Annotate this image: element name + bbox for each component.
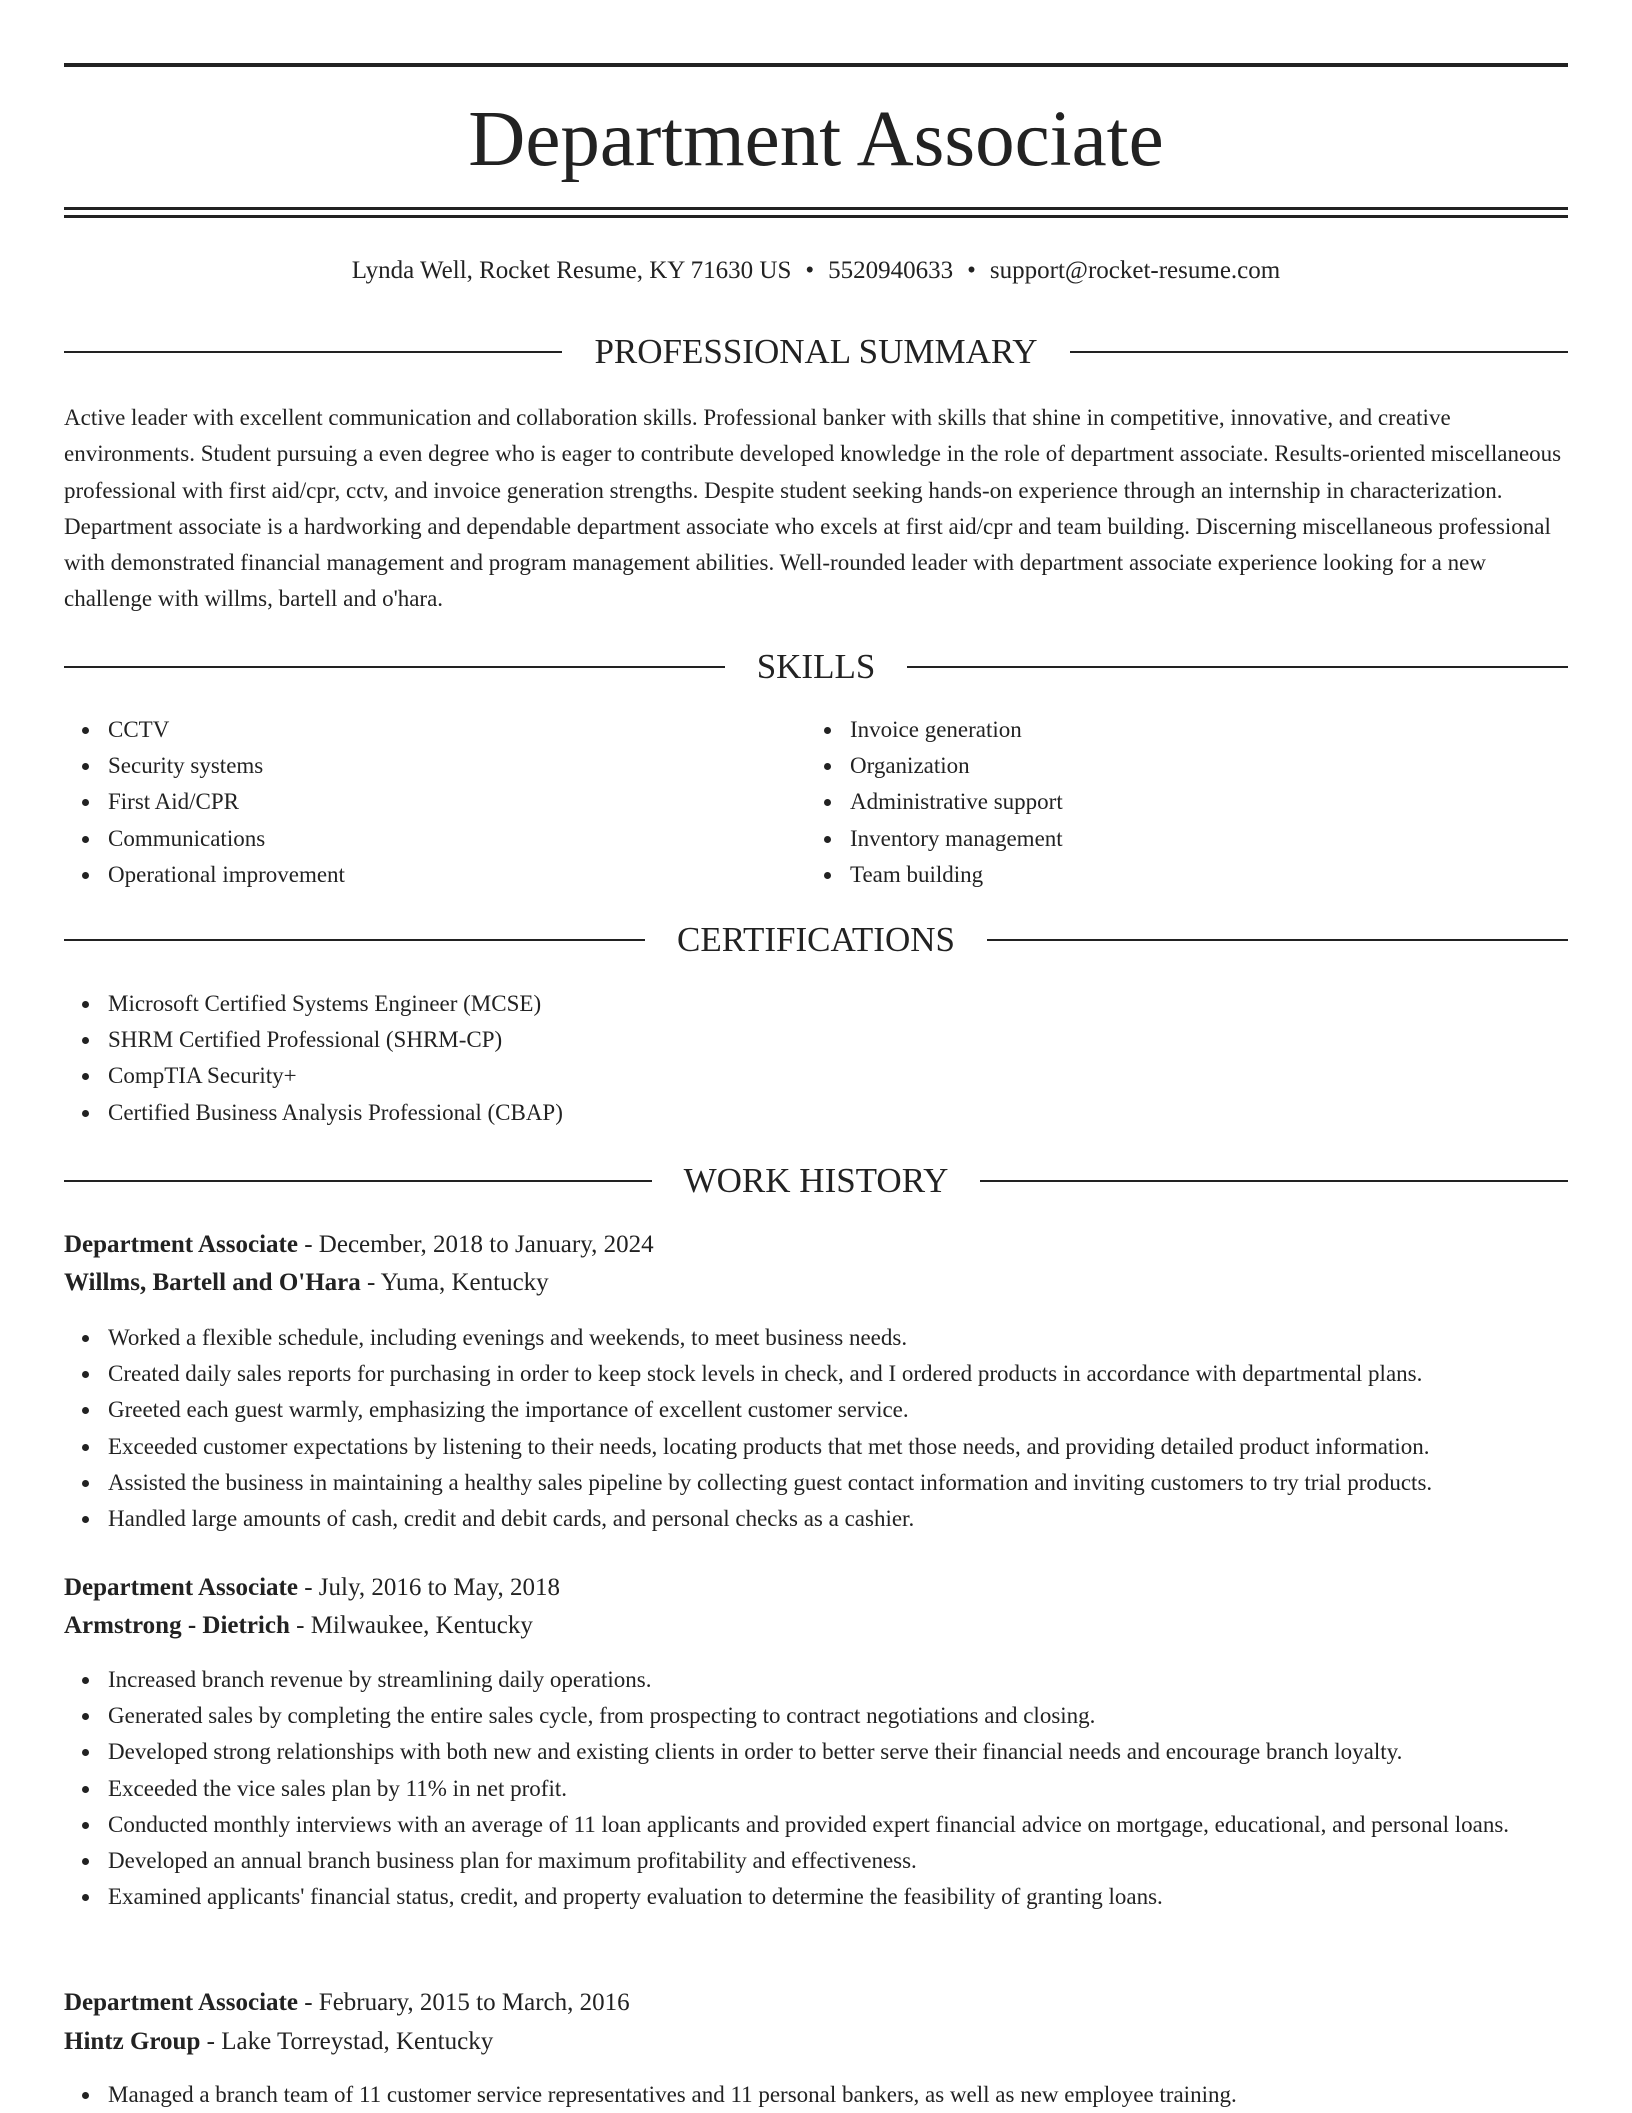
work-history-section-heading [64,1159,1568,1203]
job-bullet: Handled large amounts of cash, credit and debit cards, and personal checks as a cashier. [108,1501,1568,1537]
summary-heading-label: PROFESSIONAL SUMMARY [594,332,1038,371]
job-bullet: Worked a flexible schedule, including evenings and weekends, to meet business needs. [108,1320,1568,1356]
job-bullet: Generated sales by completing the entire sales cycle, from prospecting to contract negotiations and closing. [108,1698,1568,1734]
skills-list-left [64,712,808,893]
summary-section-heading [64,330,1568,374]
skill-item: Team building [850,857,1550,893]
skills-list-right [806,712,1550,893]
skill-item: Inventory management [850,821,1550,857]
skill-item: Communications [108,821,808,857]
job-bullet: Assisted the business in maintaining a healthy sales pipeline by collecting guest contact information and inviting customers to try trial products. [108,1465,1568,1501]
job-bullet: Increased branch revenue by streamlining daily operations. [108,1662,1568,1698]
contact-line [64,254,1568,288]
job-bullet: Greeted each guest warmly, emphasizing the importance of excellent customer service. [108,1392,1568,1428]
job-company-line [64,2024,1568,2060]
skills-section-heading [64,645,1568,689]
heading-rule-right [987,939,1568,941]
certification-item: CompTIA Security+ [108,1058,1568,1094]
header-rule-lower [64,215,1568,218]
heading-rule-right [907,666,1568,668]
certifications-list [64,986,1568,1131]
job-bullet: Developed strong relationships with both new and existing clients in order to better serve their financial needs and encourage branch loyalty. [108,1734,1568,1770]
certification-item: Certified Business Analysis Professional (CBAP) [108,1095,1568,1131]
certification-item: Microsoft Certified Systems Engineer (MCSE) [108,986,1568,1022]
job-location: - Yuma, Kentucky [360,1269,549,1296]
job-bullets [64,1662,1568,1915]
job-bullets [64,2077,1568,2113]
job-company: Willms, Bartell and O'Hara [64,1269,361,1296]
job-bullet: Exceeded the vice sales plan by 11% in net profit. [108,1771,1568,1807]
header-top-rule [64,63,1568,67]
job-bullet: Managed a branch team of 11 customer service representatives and 11 personal bankers, as well as new employee training. [108,2077,1568,2113]
heading-rule-right [1070,351,1568,353]
skills-heading-label: SKILLS [756,647,876,686]
skill-item: First Aid/CPR [108,784,808,820]
summary-paragraph: Active leader with excellent communication and collaboration skills. Professional banker with skills that shine in competitive, innovative, and creative environments. Student pursuing a even degree who is eager to contribute developed knowledge in the role of department associate. Results-oriented miscellaneous professional with first aid/cpr, cctv, and invoice generation strengths. Despite student seeking hands-on experience through an internship in characterization. Department associate is a hardworking and dependable department associate who excels at first aid/cpr and team building. Discerning miscellaneous professional with demonstrated financial management and program management abilities. Well-rounded leader with department associate experience looking for a new challenge with willms, bartell and o'hara. [64,405,1562,612]
contact-separator: • [805,257,815,284]
job-company-line [64,1265,1568,1301]
skill-item: CCTV [108,712,808,748]
skill-item: Organization [850,748,1550,784]
job-bullet: Created daily sales reports for purchasing in order to keep stock levels in check, and I ordered products in accordance with departmental plans. [108,1356,1568,1392]
job-title-line [64,1985,1568,2021]
job-bullet: Developed an annual branch business plan for maximum profitability and effectiveness. [108,1843,1568,1879]
certifications-heading-label: CERTIFICATIONS [677,920,955,959]
work-history-heading-label: WORK HISTORY [683,1161,949,1200]
header-rule-upper [64,207,1568,210]
skill-item: Operational improvement [108,857,808,893]
job-dates: - July, 2016 to May, 2018 [297,1574,561,1601]
job-location: - Milwaukee, Kentucky [289,1612,533,1639]
job-dates: - February, 2015 to March, 2016 [297,1989,630,2016]
heading-rule-right [980,1180,1568,1182]
skill-item: Invoice generation [850,712,1550,748]
job-location: - Lake Torreystad, Kentucky [200,2028,494,2055]
job-company-line [64,1608,1568,1644]
job-dates: - December, 2018 to January, 2024 [297,1231,654,1258]
heading-rule-left [64,939,645,941]
job-bullet: Exceeded customer expectations by listening to their needs, locating products that met those needs, and providing detailed product information. [108,1429,1568,1465]
skill-item: Security systems [108,748,808,784]
job-bullets [64,1320,1568,1537]
resume-title: Department Associate [468,96,1164,183]
heading-rule-left [64,1180,652,1182]
job-company: Hintz Group [64,2028,201,2055]
job-title-line [64,1227,1568,1263]
contact-phone: 5520940633 [828,257,954,284]
heading-rule-left [64,666,725,668]
job-title: Department Associate [64,1989,298,2016]
heading-rule-left [64,351,562,353]
job-bullet: Conducted monthly interviews with an average of 11 loan applicants and provided expert financial advice on mortgage, educational, and personal loans. [108,1807,1568,1843]
job-title-line [64,1570,1568,1606]
job-bullet: Examined applicants' financial status, credit, and property evaluation to determine the feasibility of granting loans. [108,1879,1568,1915]
job-title: Department Associate [64,1231,298,1258]
certifications-section-heading [64,918,1568,962]
skill-item: Administrative support [850,784,1550,820]
contact-separator: • [967,257,976,284]
certification-item: SHRM Certified Professional (SHRM-CP) [108,1022,1568,1058]
job-company: Armstrong - Dietrich [64,1612,290,1639]
contact-address: Lynda Well, Rocket Resume, KY 71630 US [351,257,792,284]
job-title: Department Associate [64,1574,298,1601]
contact-email: support@rocket-resume.com [989,257,1281,284]
